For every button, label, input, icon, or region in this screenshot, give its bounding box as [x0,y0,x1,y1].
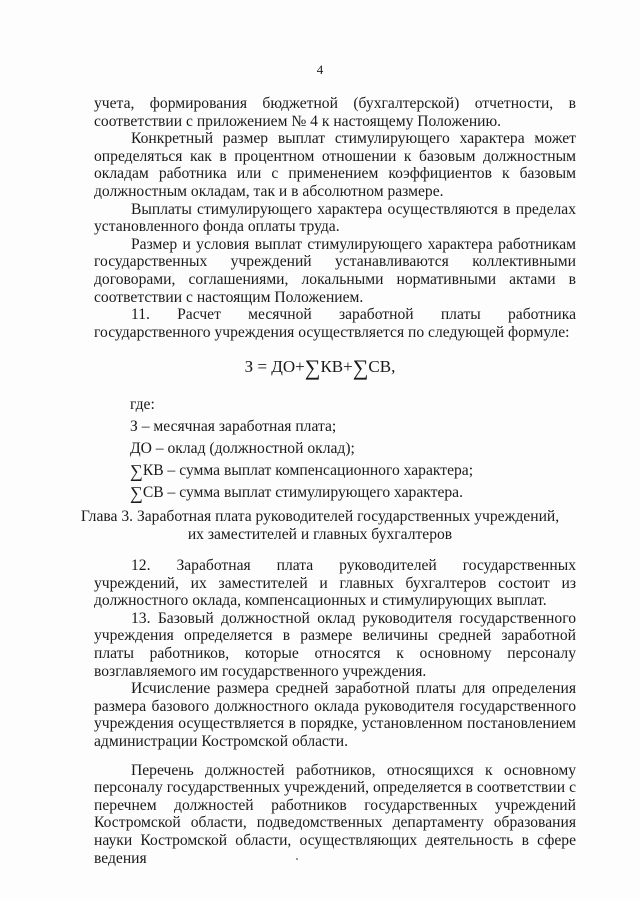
formula-term-kv: КВ+ [320,357,353,376]
formula-term-sv: СВ, [368,357,396,376]
paragraph: Размер и условия выплат стимулирующего характера работникам государственных учреждений устанавливаются коллективными договорами, соглашениями, локальными нормативными актами в соответствии с настоящим Положением. [94,235,576,306]
text-block-bottom [94,557,576,867]
paragraph-clause-13: 13. Базовый должностной оклад руководителя государственного учреждения определяется в размере величины средней заработной платы работников, которые относятся к основному персоналу возглавляемого им государственного учреждения. [94,609,576,680]
formula-lhs: З = ДО+ [244,357,305,376]
legend-item-do: ДО – оклад (должностной оклад); [130,440,355,457]
legend-item-sv [130,482,473,504]
salary-formula [0,357,640,379]
paragraph-clause-12: 12. Заработная плата руководителей государственных учреждений, их заместителей и главных бухгалтеров состоит из должностного оклада, компенсационных и стимулирующих выплат. [94,557,576,610]
legend-kv-text: КВ – сумма выплат компенсационного характера; [142,462,474,479]
legend-sv-text: СВ – сумма выплат стимулирующего характера. [142,484,464,501]
paragraph-gap [94,751,576,762]
sum-symbol: ∑ [130,483,143,503]
paragraph: Исчисление размера средней заработной платы для определения размера базового должностного оклада руководителя государственного учреждения осуществляется в порядке, установленном постановлением администрации Костромской области. [94,680,576,750]
legend-item-z: З – месячная заработная плата; [130,418,337,435]
chapter-heading-line-2: их заместителей и главных бухгалтеров [187,526,453,543]
paragraph-clause-11: 11. Расчет месячной заработной платы работника государственного учреждения осуществляется по следующей формуле: [94,306,576,341]
paragraph: Выплаты стимулирующего характера осуществляются в пределах установленного фонда оплаты труда. [94,200,576,236]
legend-where: где: [130,396,155,413]
legend-item-kv [130,460,473,482]
sum-symbol: ∑ [130,461,143,481]
page-number: 4 [316,62,324,77]
formula-legend [130,394,473,504]
paragraph: Конкретный размер выплат стимулирующего характера может определяться как в процентном отношении к базовым должностным окладам работника или с применением коэффициентов к базовым должностным окладам, так и в абсолютном размере. [94,130,576,200]
chapter-heading [60,508,580,544]
paragraph: Перечень должностей работников, относящихся к основному персоналу государственных учреждений, определяется в соответствии с перечнем должностей работников государственных учреждений Костромской области, подведомственных департаменту образования науки Костромской области, осуществляющих деятельность в сфере ведения [94,761,576,867]
text-block-top [94,95,576,341]
sum-symbol: ∑ [304,355,321,380]
scan-dot [296,858,298,860]
chapter-heading-line-1: Глава 3. Заработная плата руководителей государственных учреждений, [80,508,560,525]
sum-symbol: ∑ [352,355,369,380]
paragraph: учета, формирования бюджетной (бухгалтерской) отчетности, в соответствии с приложением № 4 к настоящему Положению. [94,95,576,130]
